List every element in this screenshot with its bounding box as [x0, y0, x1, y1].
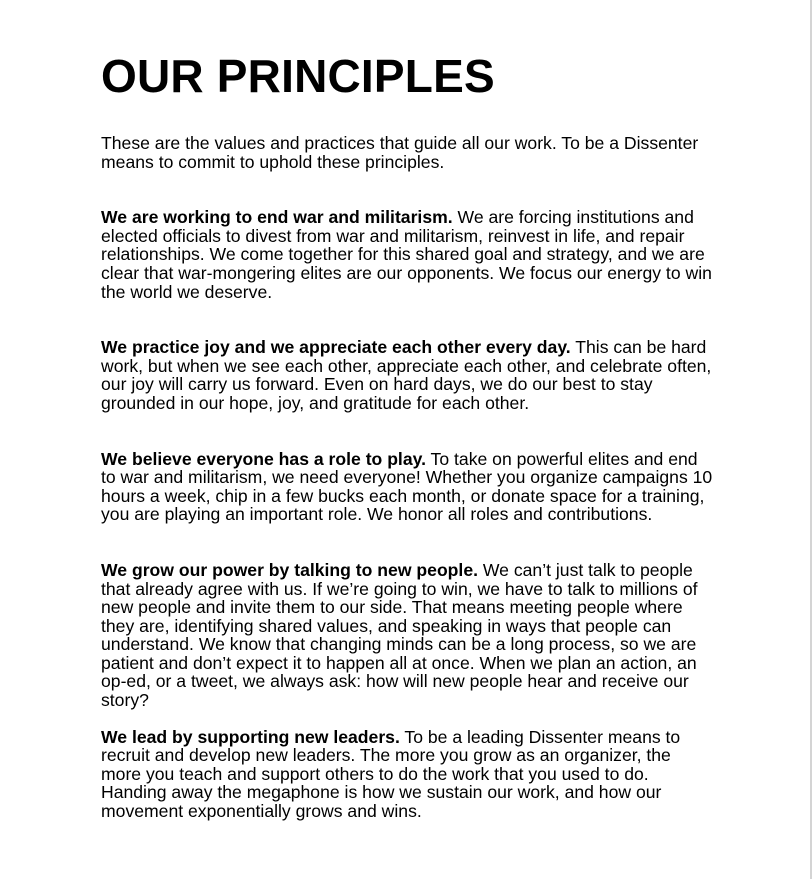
principle-everyone-role [101, 450, 713, 524]
principle-heading: We lead by supporting new leaders. [101, 726, 400, 747]
principle-heading: We grow our power by talking to new people. [101, 559, 478, 580]
intro-paragraph: These are the values and practices that guide all our work. To be a Dissenter means to commit to uphold these principles. [101, 133, 699, 172]
principle-heading: We practice joy and we appreciate each other every day. [101, 337, 571, 358]
document-page [101, 50, 713, 821]
principle-body: To be a leading Dissenter means to recruit and develop new leaders. The more you grow as an organizer, the more you teach and support others to do the work that you used to do. Handing away the megaphone is how we sustain our work, and how our movement exponentially grows and wins. [101, 726, 681, 822]
principle-joy [101, 338, 713, 412]
principle-body: We are forcing institutions and elected officials to divest from war and militarism, reinvest in life, and repair relationships. We come together for this shared goal and strategy, and we are clear that war-mongering elites are our opponents. We focus our energy to win the world we deserve. [101, 207, 712, 302]
principle-body: To take on powerful elites and end to war and militarism, we need everyone! Whether you organize campaigns 10 hours a week, chip in a few bucks each month, or donate space for a training, you are playing an important role. We honor all roles and contributions. [101, 448, 713, 525]
principle-heading: We are working to end war and militarism. [101, 207, 453, 228]
principle-body: We can’t just talk to people that already agree with us. If we’re going to win, we have to talk to millions of new people and invite them to our side. That means meeting people where they are, identifying shared values, and speaking in ways that people can understand. We know that changing minds can be a long process, so we are patient and don’t expect it to happen all at once. When we plan an action, an op-ed, or a tweet, we always ask: how will new people hear and receive our story? [101, 559, 698, 711]
principle-end-war [101, 208, 713, 301]
principle-body: This can be hard work, but when we see each other, appreciate each other, and celebrate often, our joy will carry us forward. Even on hard days, we do our best to stay grounded in our hope, joy, and gratitude for each other. [101, 337, 712, 413]
principle-new-leaders [101, 728, 713, 821]
principle-heading: We believe everyone has a role to play. [101, 448, 426, 469]
principle-new-people [101, 561, 713, 710]
page-title: OUR PRINCIPLES [101, 50, 495, 102]
